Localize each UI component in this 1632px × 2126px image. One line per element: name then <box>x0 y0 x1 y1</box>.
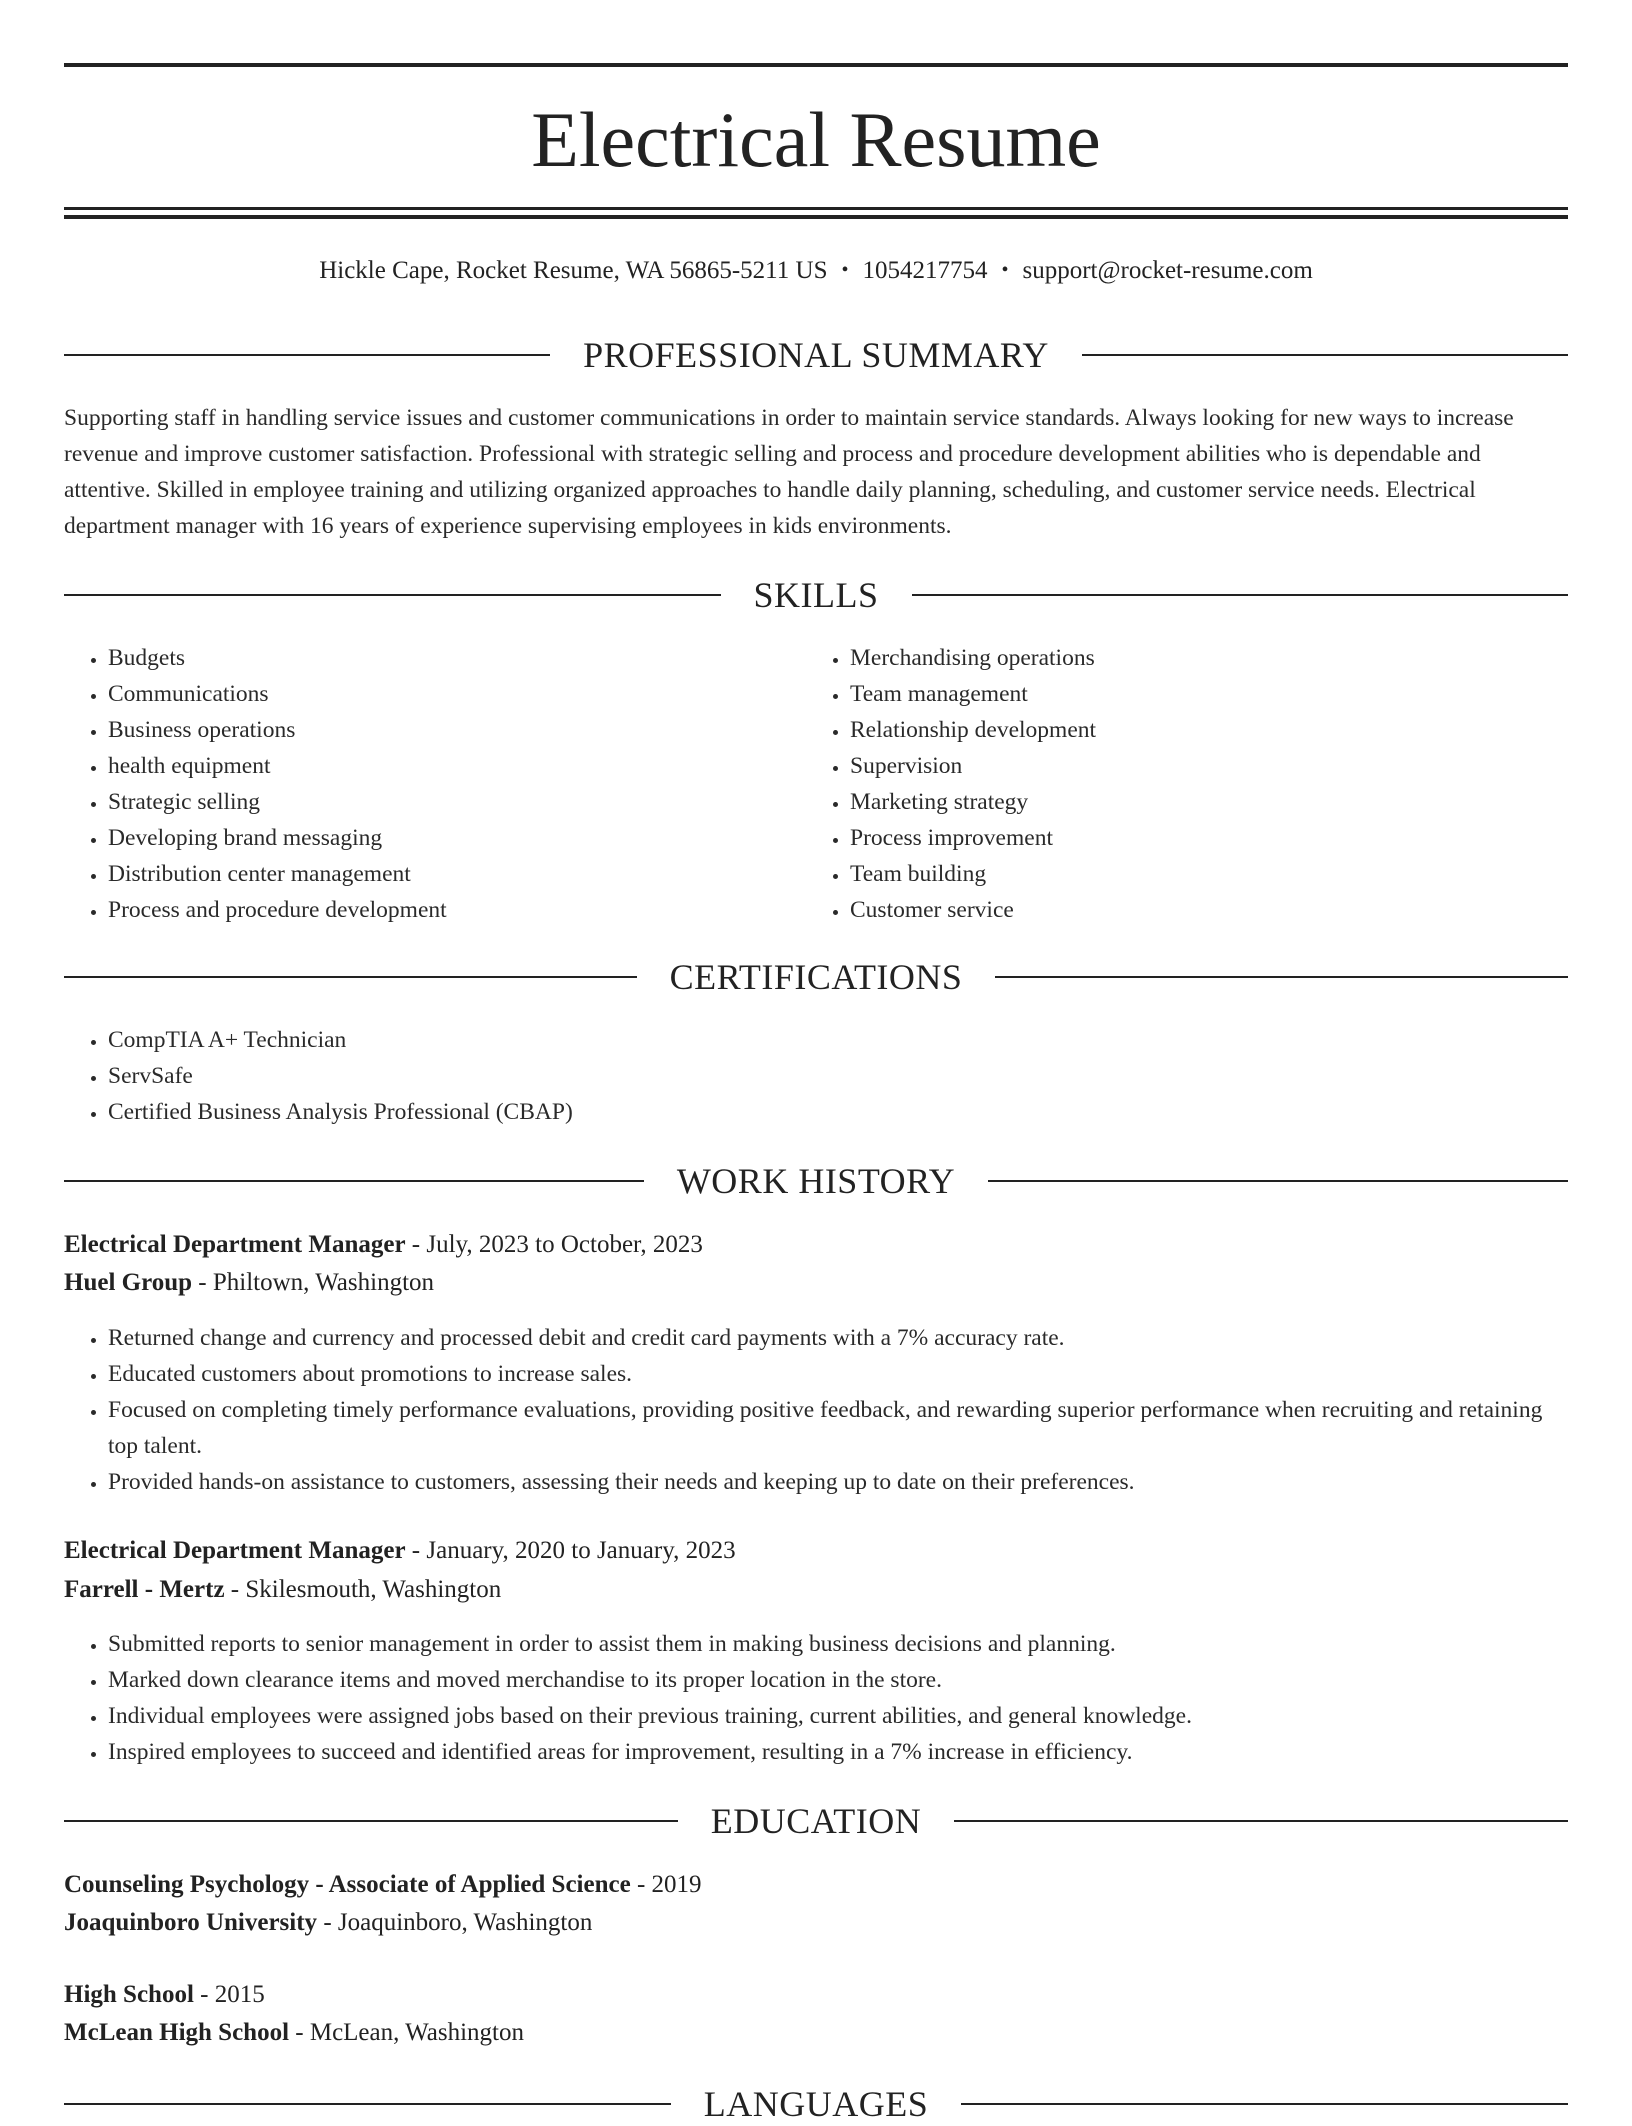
heading-rule <box>64 594 721 596</box>
certification-item: • CompTIA A+ Technician <box>108 1022 1568 1058</box>
skill-item: • Communications <box>108 676 808 712</box>
education-school: Joaquinboro University <box>64 1909 318 1936</box>
contact-line <box>64 253 1568 290</box>
section-title: PROFESSIONAL SUMMARY <box>583 335 1049 375</box>
job-duty-item: • Marked down clearance items and moved merchandise to its proper location in the store. <box>108 1662 1568 1698</box>
section-heading-skills <box>64 573 1568 617</box>
job-company: Farrell - Mertz <box>64 1576 225 1603</box>
heading-rule <box>64 976 637 978</box>
skills-list-right <box>806 640 1550 928</box>
header-top-rule <box>64 63 1568 67</box>
section-title: EDUCATION <box>710 1801 922 1841</box>
job-dates: - July, 2023 to October, 2023 <box>405 1231 703 1258</box>
education-degree-line <box>64 1866 1568 1904</box>
contact-email: support@rocket-resume.com <box>1022 257 1313 284</box>
contact-separator: • <box>841 259 849 281</box>
education-degree: High School <box>64 1981 194 2008</box>
section-heading-languages <box>64 2082 1568 2126</box>
resume-title: Electrical Resume <box>531 96 1101 183</box>
contact-separator: • <box>1001 259 1009 281</box>
skill-item: • Team management <box>850 676 1550 712</box>
heading-rule <box>988 1180 1568 1182</box>
section-title: CERTIFICATIONS <box>669 957 963 997</box>
skill-item: • Team building <box>850 856 1550 892</box>
section-title: WORK HISTORY <box>676 1161 956 1201</box>
section-heading-summary <box>64 333 1568 377</box>
skill-item: • Process improvement <box>850 820 1550 856</box>
job-duty-item: • Educated customers about promotions to increase sales. <box>108 1356 1568 1392</box>
job-company: Huel Group <box>64 1269 193 1296</box>
heading-rule <box>64 1820 678 1822</box>
skill-item: • Business operations <box>108 712 808 748</box>
education-location: - Joaquinboro, Washington <box>317 1909 593 1936</box>
header-double-rule-upper <box>64 207 1568 210</box>
education-school-line <box>64 1904 1568 1942</box>
skill-item: • Supervision <box>850 748 1550 784</box>
job-duties-list <box>64 1320 1568 1500</box>
section-heading-certifications <box>64 955 1568 999</box>
job-company-line <box>64 1571 1568 1609</box>
job-duty-item: • Focused on completing timely performance evaluations, providing positive feedback, and rewarding superior performance when recruiting and retaining top talent. <box>108 1392 1568 1464</box>
job-duty-item: • Inspired employees to succeed and identified areas for improvement, resulting in a 7% increase in efficiency. <box>108 1734 1568 1770</box>
heading-rule <box>912 594 1569 596</box>
heading-rule <box>64 354 550 356</box>
job-duty-item: • Provided hands-on assistance to customers, assessing their needs and keeping up to date on their preferences. <box>108 1464 1568 1500</box>
job-title-line <box>64 1226 1568 1264</box>
section-heading-work-history <box>64 1159 1568 1203</box>
skill-item: • Customer service <box>850 892 1550 928</box>
education-degree-line <box>64 1976 1568 2014</box>
certifications-list <box>64 1022 1568 1130</box>
contact-phone: 1054217754 <box>862 257 988 284</box>
skill-item: • Relationship development <box>850 712 1550 748</box>
job-dates: - January, 2020 to January, 2023 <box>405 1537 736 1564</box>
skill-item: • Process and procedure development <box>108 892 808 928</box>
skill-item: • Budgets <box>108 640 808 676</box>
skill-item: • Developing brand messaging <box>108 820 808 856</box>
contact-address: Hickle Cape, Rocket Resume, WA 56865-5211 US <box>319 257 828 284</box>
education-degree: Counseling Psychology - Associate of Applied Science <box>64 1871 631 1898</box>
job-duty-item: • Individual employees were assigned jobs based on their previous training, current abilities, and general knowledge. <box>108 1698 1568 1734</box>
section-title: SKILLS <box>753 575 879 615</box>
job-title: Electrical Department Manager <box>64 1231 406 1258</box>
skill-item: • Merchandising operations <box>850 640 1550 676</box>
heading-rule <box>1082 354 1568 356</box>
education-year: - 2019 <box>630 1871 702 1898</box>
certification-item: • Certified Business Analysis Professional (CBAP) <box>108 1094 1568 1130</box>
skill-item: • Distribution center management <box>108 856 808 892</box>
heading-rule <box>961 2103 1568 2105</box>
education-school: McLean High School <box>64 2019 290 2046</box>
education-school-line <box>64 2014 1568 2052</box>
education-year: - 2015 <box>193 1981 265 2008</box>
certification-item: • ServSafe <box>108 1058 1568 1094</box>
section-title: LANGUAGES <box>703 2084 929 2124</box>
header-double-rule-lower <box>64 215 1568 219</box>
job-location: - Skilesmouth, Washington <box>224 1576 502 1603</box>
summary-text: Supporting staff in handling service issues and customer communications in order to maintain service standards. Always looking for new ways to increase revenue and improve customer satisfaction. Professional with strategic selling and process and procedure development abilities who is dependable and attentive. Skilled in employee training and utilizing organized approaches to handle daily planning, scheduling, and customer service needs. Electrical department manager with 16 years of experience supervising employees in kids environments. <box>64 405 1514 539</box>
skill-item: • Strategic selling <box>108 784 808 820</box>
heading-rule <box>64 2103 671 2105</box>
heading-rule <box>954 1820 1568 1822</box>
education-location: - McLean, Washington <box>289 2019 524 2046</box>
job-location: - Philtown, Washington <box>192 1269 435 1296</box>
job-duty-item: • Submitted reports to senior management in order to assist them in making business decisions and planning. <box>108 1626 1568 1662</box>
section-heading-education <box>64 1799 1568 1843</box>
job-title: Electrical Department Manager <box>64 1537 406 1564</box>
heading-rule <box>995 976 1568 978</box>
skills-list-left <box>64 640 808 928</box>
heading-rule <box>64 1180 644 1182</box>
job-duties-list <box>64 1626 1568 1770</box>
skill-item: • health equipment <box>108 748 808 784</box>
job-duty-item: • Returned change and currency and processed debit and credit card payments with a 7% accuracy rate. <box>108 1320 1568 1356</box>
job-company-line <box>64 1264 1568 1302</box>
job-title-line <box>64 1532 1568 1570</box>
skill-item: • Marketing strategy <box>850 784 1550 820</box>
